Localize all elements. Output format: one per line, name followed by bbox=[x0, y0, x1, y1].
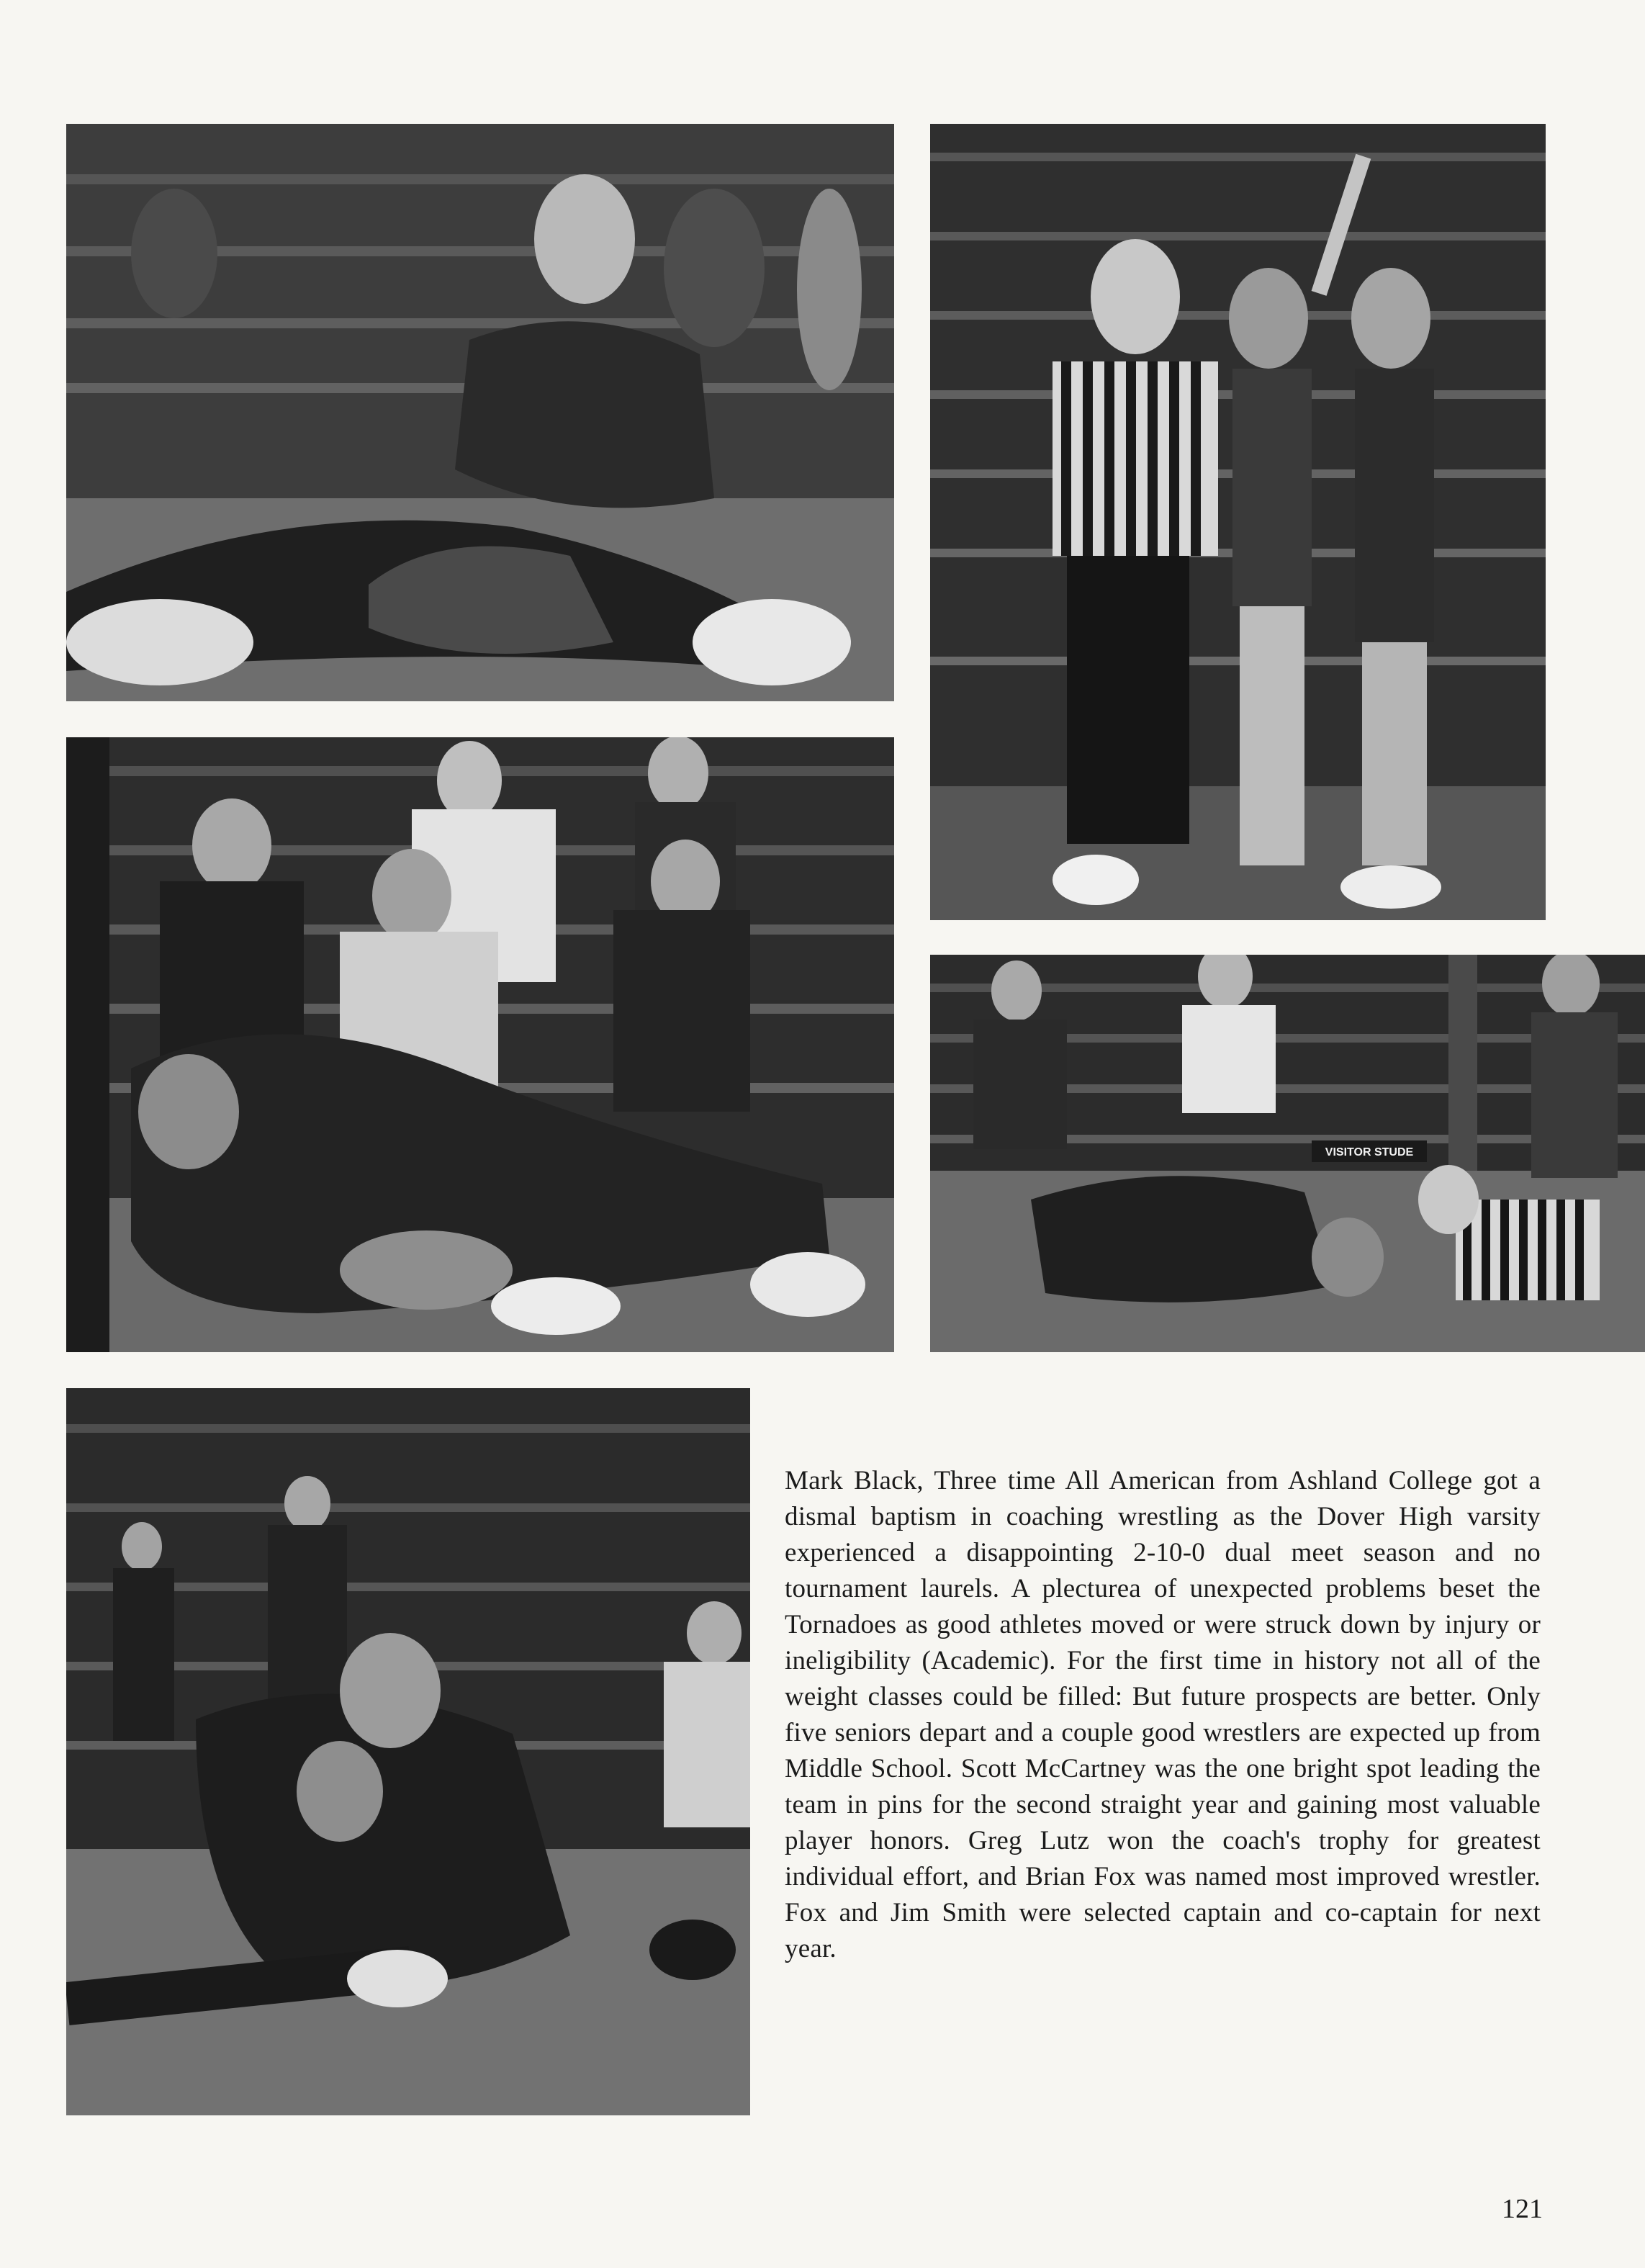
photo-takedown-with-spectators bbox=[66, 737, 894, 1352]
article-caption: Mark Black, Three time All American from Ashland College got a dismal baptism in coaching wrestling as the Dover High varsity experienced a disappointing 2-10-0 dual meet season and no tournament laurels. A plecturea of unexpected problems beset the Tornadoes as good athletes moved or were struck down by injury or ineligibility (Academic). For the first time in history not all of the weight classes could be filled: But future prospects are better. Only five seniors depart and a couple good wrestlers are expected up from Middle School. Scott McCartney was the one bright spot leading the team in pins for the second straight year and gaining most valuable player honors. Greg Lutz won the coach's trophy for greatest individual effort, and Brian Fox was named most improved wrestler. Fox and Jim Smith were selected captain and co-captain for next year. bbox=[785, 1466, 1541, 1963]
photo-wrestler-controlling-opponent bbox=[66, 1388, 750, 2115]
visitor-students-sign: VISITOR STUDE bbox=[1325, 1146, 1414, 1158]
photo-pin-with-referee bbox=[930, 955, 1645, 1352]
page-number: 121 bbox=[1502, 2194, 1543, 2224]
photo-referee-and-wrestlers bbox=[930, 124, 1546, 920]
photo-wrestlers-on-mat bbox=[66, 124, 894, 701]
